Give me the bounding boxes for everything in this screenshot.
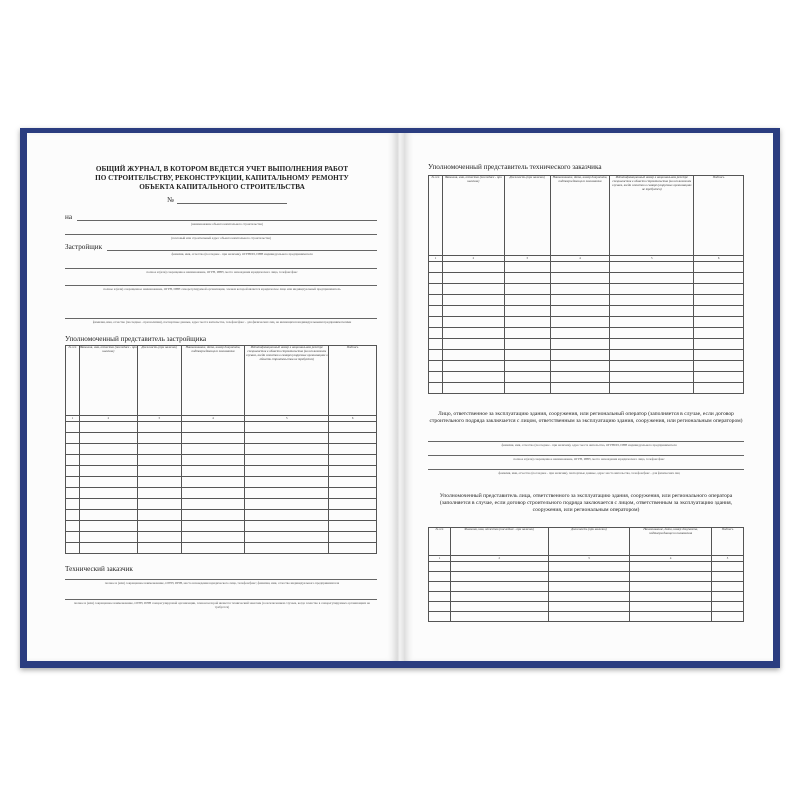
customer-rep-rows (429, 262, 744, 394)
customer-caption: полное и (или) сокращенное наименование, ОГРН, ИНН, место нахождения юридического лица, телефон/факс; фамилия, имя, отчество индивидуального предпринимателя (104, 581, 340, 585)
book-spine (397, 133, 404, 661)
column-number: 1 (66, 416, 80, 422)
table-row (429, 383, 744, 394)
table-row (66, 477, 377, 488)
table-row (429, 582, 744, 592)
table-row (429, 602, 744, 612)
number-label: № (167, 196, 174, 204)
table-header: Идентификационный номер в национальном реестре специалистов в области строительства (за исключением случаев, когда членство в саморегулируемых организациях не требуется) (610, 176, 694, 256)
na-label: на (65, 213, 73, 221)
object-line (77, 220, 377, 221)
column-number: 4 (181, 416, 245, 422)
table-row (66, 543, 377, 554)
operator-line (428, 441, 744, 442)
column-number: 4 (630, 556, 712, 562)
table-row (66, 499, 377, 510)
table-header: Фамилия, имя, отчество (последнее - при наличии) (442, 176, 504, 256)
column-number: 6 (329, 416, 377, 422)
operator-rep-rows (429, 562, 744, 622)
column-number: 3 (504, 256, 550, 262)
column-number: 1 (429, 556, 451, 562)
title-line: ОБЪЕКТА КАПИТАЛЬНОГО СТРОИТЕЛЬСТВА (139, 183, 305, 192)
table-row (429, 328, 744, 339)
column-number: 2 (442, 256, 504, 262)
table-header: Наименование, дата, номер документа, подтверждающего полномочия (181, 346, 245, 416)
table-header: Идентификационный номер в национальном реестре специалистов в области строительства (за исключением случаев, когда членство в саморегулируемых организациях в области строительства не требуется) (245, 346, 329, 416)
operator-caption: фамилия, имя, отчество (последнее - при наличии), адрес места жительства, ОГРНИП, ИНН индивидуального предпринимателя (501, 443, 677, 447)
table-row (429, 372, 744, 383)
developer-rep-table (65, 345, 377, 554)
table-row (429, 572, 744, 582)
journal-title (77, 165, 367, 193)
operator-line (428, 469, 744, 470)
customer-line (65, 599, 377, 600)
table-row (429, 306, 744, 317)
operator-rep-table (428, 527, 744, 622)
developer-line (65, 285, 377, 286)
table-header: Подпись (712, 528, 744, 556)
technical-customer-heading: Технический заказчик (65, 565, 133, 573)
table-row (429, 361, 744, 372)
left-page (27, 133, 397, 661)
table-row (429, 592, 744, 602)
table-header: Должность (при наличии) (137, 346, 181, 416)
table-row (66, 466, 377, 477)
table-row (66, 521, 377, 532)
table-row (429, 284, 744, 295)
customer-rep-heading: Уполномоченный представитель технического заказчика (428, 163, 602, 171)
table-header: Наименование, дата, номер документа, подтверждающего полномочия (550, 176, 610, 256)
column-number: 2 (450, 556, 548, 562)
table-row (66, 532, 377, 543)
table-row (429, 273, 744, 284)
operator-line (428, 455, 744, 456)
column-number: 5 (712, 556, 744, 562)
table-header: Подпись (329, 346, 377, 416)
column-number: 5 (610, 256, 694, 262)
column-number: 5 (245, 416, 329, 422)
table-header: Должность (при наличии) (548, 528, 630, 556)
table-row (429, 317, 744, 328)
developer-line (65, 318, 377, 319)
address-line (65, 234, 377, 235)
table-row (66, 433, 377, 444)
table-header: Подпись (694, 176, 744, 256)
table-row (66, 455, 377, 466)
object-caption: (наименование объекта капитального строительства) (191, 222, 263, 226)
table-row (66, 444, 377, 455)
developer-line (107, 250, 377, 251)
customer-line (65, 579, 377, 580)
developer-caption: полное и (или) сокращенное наименование, ОГРН, ИНН, место нахождения юридического лица, телефон/факс (146, 270, 298, 274)
developer-label: Застройщик (65, 243, 103, 251)
column-number: 3 (137, 416, 181, 422)
table-row (429, 295, 744, 306)
table-header: Фамилия, имя, отчество (последнее - при наличии) (450, 528, 548, 556)
table-header: Наименование, дата, номер документа, подтверждающего полномочия (630, 528, 712, 556)
table-row (429, 612, 744, 622)
table-row (429, 350, 744, 361)
table-row (66, 488, 377, 499)
table-header: Должность (при наличии) (504, 176, 550, 256)
developer-line (65, 268, 377, 269)
right-page (404, 133, 773, 661)
number-line (177, 203, 287, 204)
operator-caption: фамилия, имя, отчество (последнее - при наличии), паспортные данные, адрес места жительства, телефон/факс - для физических лиц (498, 471, 680, 475)
table-header: № п/п (429, 528, 451, 556)
column-number: 2 (79, 416, 137, 422)
developer-caption: фамилия, имя, отчество (последнее - при наличии), паспортные данные, адрес места жительства, телефон/факс - для физических лиц, не являющихся индивидуальными предпринимателями (92, 320, 352, 324)
table-row (429, 262, 744, 273)
operator-paragraph: Лицо, ответственное за эксплуатацию здания, сооружения, или региональный оператор (заполняется в случае, если договор строительного подряда заключается с лицом, ответственным за эксплуатацию здания, сооружения, или региональным оператором) (429, 411, 743, 425)
developer-rep-heading: Уполномоченный представитель застройщика (65, 335, 207, 343)
table-row (66, 422, 377, 433)
title-line: ОБЩИЙ ЖУРНАЛ, В КОТОРОМ ВЕДЕТСЯ УЧЕТ ВЫПОЛНЕНИЯ РАБОТ (95, 165, 349, 173)
developer-caption: фамилия, имя, отчество (последнее - при наличии), ОГРНИП, ИНН индивидуального предпринимателя (171, 252, 313, 256)
address-caption: (почтовый или строительный адрес объекта капитального строительства) (171, 236, 271, 240)
column-number: 3 (548, 556, 630, 562)
table-row (429, 339, 744, 350)
table-header: № п/п (429, 176, 443, 256)
customer-caption: полное и (или) сокращенное наименование, ОГРН, ИНН саморегулируемой организации, членом которой является технический заказчик (за исключением случаев, когда членство в саморегулируемых организациях не требуется) (73, 601, 371, 609)
title-line: ПО СТРОИТЕЛЬСТВУ, РЕКОНСТРУКЦИИ, КАПИТАЛЬНОМУ РЕМОНТУ (95, 174, 349, 183)
developer-rep-rows (66, 422, 377, 554)
table-row (429, 562, 744, 572)
column-number: 4 (550, 256, 610, 262)
column-number: 1 (429, 256, 443, 262)
operator-rep-paragraph: Уполномоченный представитель лица, ответственного за эксплуатацию здания, сооружения, или регионального оператора (заполняется в случае, если договор строительного подряда заключается с лицом, ответственным за эксплуатацию здания, сооружения, или региональным оператором) (439, 493, 733, 514)
developer-caption: полное и (или) сокращенное наименование, ОГРН, ИНН саморегулируемой организации, членом которой является юридическое лицо или индивидуальный предприниматель (103, 287, 341, 291)
table-header: № п/п (66, 346, 80, 416)
column-number: 6 (694, 256, 744, 262)
table-header: Фамилия, имя, отчество (последнее - при наличии) (79, 346, 137, 416)
table-row (66, 510, 377, 521)
operator-caption: полное и (или) сокращенное наименование, ОГРН, ИНН, место нахождения юридического лица, телефон/факс (513, 457, 665, 461)
customer-rep-table (428, 175, 744, 394)
